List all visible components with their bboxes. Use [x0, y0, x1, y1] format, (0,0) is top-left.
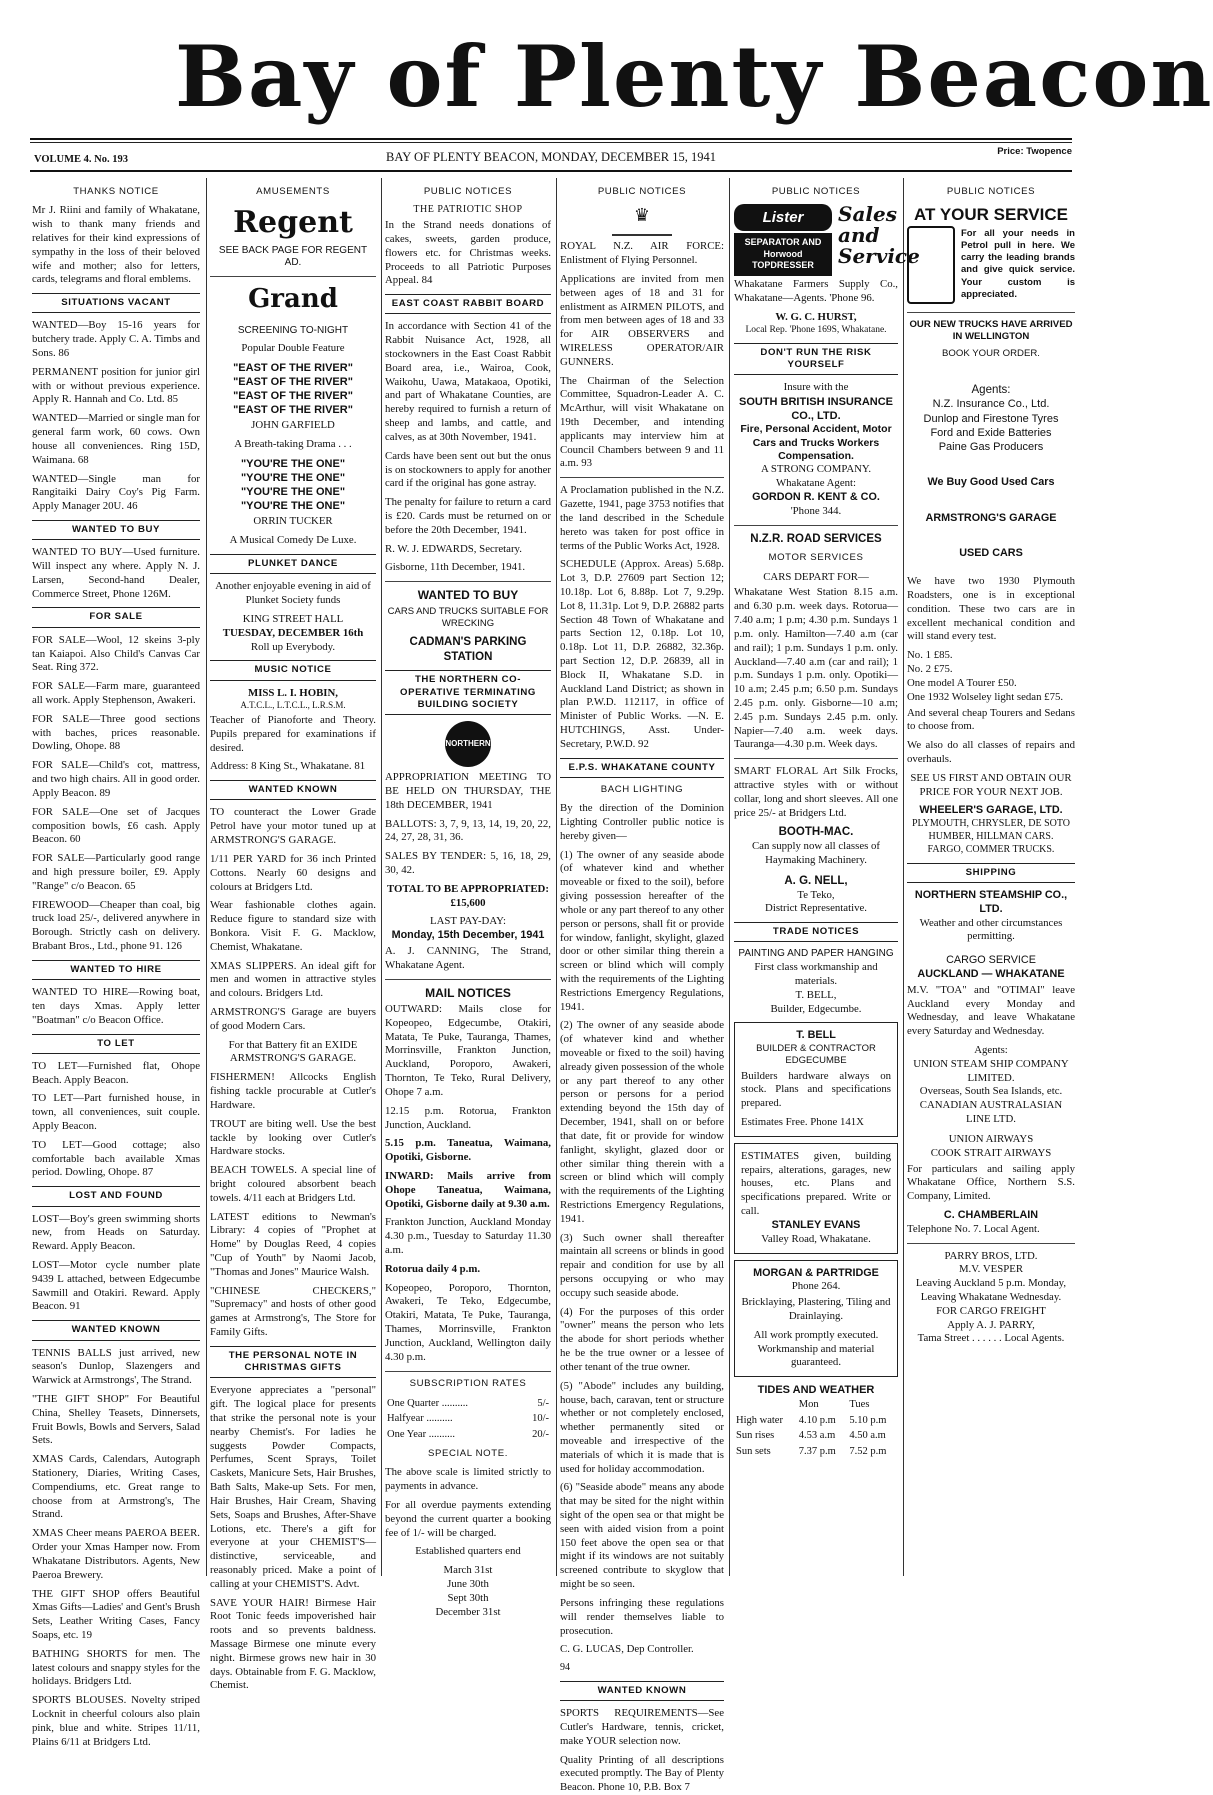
evans-address: Valley Road, Whakatane. — [761, 1232, 871, 1245]
canadian: CANADIAN AUSTRALASIAN LINE LTD. — [919, 1099, 1063, 1126]
film-title: "YOU'RE THE ONE" — [240, 472, 346, 485]
thanks-notice: Mr J. Riini and family of Whakatane, wish to thank many friends and relatives for their kind expressions of sympathy in the loss of their beloved wife and mother; also for letters, cards, telegrams and floral emblems. — [32, 204, 200, 286]
raf-text: The Chairman of the Selection Committee, Squadron-Leader A. C. McArthur, will visit Whakatane on 19th December, and intending applicants may interview him at Council Chambers between 9 and 11 a.m. 93 — [560, 374, 724, 470]
mail-heading: MAIL NOTICES — [425, 985, 511, 1000]
masthead-title: Bay of Plenty Beacon — [175, 27, 1213, 126]
quarter-end: December 31st — [435, 1605, 501, 1618]
section-heading: PLUNKET DANCE — [210, 554, 376, 574]
sub-price: 5/- — [537, 1397, 549, 1409]
table-row — [734, 1444, 898, 1459]
listing: PERMANENT position for junior girl with or without previous experience. Apply R. Hannah and Co. Ltd. 85 — [32, 365, 200, 406]
quarter-end: Sept 30th — [447, 1591, 489, 1604]
tide-value: 4.53 a.m — [798, 1430, 836, 1442]
booth-text: Can supply now all classes of Haymaking Machinery. — [751, 840, 881, 866]
mail-text: INWARD: Mails arrive from Ohope Taneatua, Waimana, Opotiki, Gisborne daily at 9.30 a.m. — [385, 1169, 551, 1210]
divider — [734, 525, 898, 526]
motor-heading: MOTOR SERVICES — [768, 552, 864, 564]
listing: XMAS Cheer means PAEROA BEER. Order your Xmas Hamper now. From Whakatane Distributors. Agents, New Paeroa Brewery. — [32, 1527, 200, 1581]
masthead-rule — [30, 138, 1072, 140]
divider — [210, 276, 376, 277]
price-line: No. 2 £75. — [907, 663, 953, 676]
book-order: BOOK YOUR ORDER. — [942, 348, 1040, 360]
listing: TO LET—Furnished flat, Ohope Beach. Apply Beacon. — [32, 1059, 200, 1086]
quarter-end: March 31st — [443, 1564, 493, 1577]
price-line: One 1932 Wolseley light sedan £75. — [907, 690, 1064, 703]
agents-label: Agents: — [974, 1044, 1008, 1056]
mail-text: Kopeopeo, Poroporo, Thornton, Awakeri, Te Teko, Edgecumbe, Otakiri, Matata, Te Puke, Tauranga, Thames, Morrinsville, Frankton Junction, Auckland, Wellington daily 4.30 p.m. — [385, 1281, 551, 1363]
listing: LOST—Motor cycle number plate 9439 L attached, between Edgecumbe Sawmill and Otakiri. Reward. Apply Beacon. 91 — [32, 1258, 200, 1313]
wanted-text: CARS AND TRUCKS SUITABLE FOR WRECKING — [387, 605, 549, 629]
listing: TO LET—Good cottage; also comfortable bach available Xmas period. Dowling, Ohope. 87 — [32, 1138, 200, 1179]
music-text: Teacher of Pianoforte and Theory. Pupils prepared for examinations if desired. — [210, 713, 376, 754]
sub-period: One Quarter .......... — [387, 1397, 469, 1409]
cargo-service: CARGO SERVICE — [946, 954, 1036, 967]
vesper-name: M.V. VESPER — [958, 1263, 1024, 1276]
divider — [560, 477, 724, 478]
raf-text: Applications are invited from men between ages of 18 and 31 for enlistment as AIRMEN PILOTS, and from men between ages of 18 and 33 for AIR OBSERVERS and WIRELESS OPERATOR/AIR GUNNERS. — [560, 272, 724, 368]
separator-name: SEPARATOR AND Horwood TOPDRESSER — [734, 233, 832, 276]
tides-heading: TIDES AND WEATHER — [757, 1384, 875, 1397]
agency: Paine Gas Producers — [938, 440, 1044, 453]
bell-role: BUILDER & CONTRACTOR EDGECUMBE — [756, 1043, 876, 1067]
wheeler-name: WHEELER'S GARAGE, LTD. — [919, 804, 1063, 817]
airways: COOK STRAIT AIRWAYS — [930, 1146, 1052, 1159]
tides-col: Mon — [798, 1399, 819, 1411]
overseas: Overseas, South Sea Islands, etc. — [919, 1085, 1063, 1098]
section-heading: FOR SALE — [32, 607, 200, 627]
sub-period: Halfyear .......... — [387, 1413, 453, 1425]
mail-text: Rotorua daily 4 p.m. — [385, 1262, 481, 1275]
listing: SPORTS BLOUSES. Novelty striped Locknit in cheerful colours also plain pink, blue and white. Stripes 11/11, Plains 6/11 at Bridgers Ltd. — [32, 1694, 200, 1748]
agent-label: Whakatane Agent: — [775, 477, 857, 490]
evans-text: ESTIMATES given, building repairs, alterations, garages, new houses, etc. Plans and specifications prepared. Write or call. — [741, 1149, 891, 1218]
insurer-name: SOUTH BRITISH INSURANCE CO., LTD. — [738, 395, 893, 423]
section-heading: SITUATIONS VACANT — [32, 293, 200, 313]
listing: Wear fashionable clothes again. Reduce figure to standard size with Bonkora. Visit F. G. Macklow, Chemist, Whakatane. — [210, 899, 376, 953]
tide-label: Sun rises — [736, 1430, 775, 1442]
rabbit-signature: R. W. J. EDWARDS, Secretary. — [385, 542, 522, 555]
notice-heading: EAST COAST RABBIT BOARD — [385, 294, 551, 314]
risk-heading: DON'T RUN THE RISK YOURSELF — [734, 343, 898, 376]
trucks-arrived: OUR NEW TRUCKS HAVE ARRIVED IN WELLINGTON — [909, 318, 1073, 343]
film-title: "YOU'RE THE ONE" — [240, 458, 346, 471]
bach-text: (6) "Seaside abode" means any abode that may be sited for the night within sight of the open sea or that might be seen with aided vision from a point 150 feet above the open sea or that might if its windows are not suitably screened contribute to skyglow that might be so seen. — [560, 1481, 724, 1591]
listing: FOR SALE—Farm mare, guaranteed all work. Apply Stephenson, Awakeri. — [32, 680, 200, 706]
parry-name: PARRY BROS, LTD. — [944, 1249, 1038, 1262]
mail-text: Frankton Junction, Auckland Monday 4.30 p.m., Tuesday to Saturday 11.30 a.m. — [385, 1216, 551, 1257]
agency: Dunlop and Firestone Tyres — [923, 412, 1059, 425]
rabbit-text: Cards have been sent out but the onus is on stockowners to apply for another card if the original has gone astray. — [385, 449, 551, 490]
listing: TENNIS BALLS just arrived, new season's Dunlop, Slazengers and Warwick at Armstrongs', The Strand. — [32, 1346, 200, 1387]
proclamation: A Proclamation published in the N.Z. Gazette, 1941, page 3753 notifies that the land described in the Schedule hereto was taken for post office in terms of the Public Works Act, 1928. — [560, 484, 725, 552]
listing: WANTED—Boy 15-16 years for butchery trade. Apply C. A. Timbs and Sons. 86 — [32, 319, 200, 360]
tide-value: 4.10 p.m — [798, 1414, 836, 1426]
crest-icon: ♛ — [612, 204, 672, 236]
table-row — [385, 1396, 551, 1411]
quarter-end: June 30th — [447, 1578, 489, 1591]
screening: SCREENING TO-NIGHT — [237, 324, 349, 336]
film-genre: A Musical Comedy De Luxe. — [229, 534, 357, 547]
toa-text: M.V. "TOA" and "OTIMAI" leave Auckland every Monday and Wednesday, and leave Whakatane every Saturday and Wednesday. — [907, 983, 1075, 1038]
ballots: BALLOTS: 3, 7, 9, 13, 14, 19, 20, 22, 24, 27, 28, 31, 36. — [385, 817, 551, 844]
vesper-times: Leaving Auckland 5 p.m. Monday, Leaving Whakatane Wednesday. — [915, 1277, 1067, 1303]
petrol-pump-icon — [907, 226, 955, 304]
film-star: ORRIN TUCKER — [253, 515, 333, 528]
see-us: SEE US FIRST AND OBTAIN OUR PRICE FOR YOUR NEXT JOB. — [910, 771, 1072, 798]
column-amusements — [210, 180, 376, 1692]
particulars: For particulars and sailing apply Whakatane Office, Northern S.S. Company, Limited. — [907, 1162, 1075, 1203]
insure-text: Insure with the — [783, 381, 849, 394]
listing: WANTED TO BUY—Used furniture. Will inspect any where. Apply N. J. Larsen, Second-hand Dealer, Commerce Street, Phone 126M. — [32, 546, 200, 600]
divider — [385, 581, 551, 582]
raf-heading: ROYAL N.Z. AIR FORCE: Enlistment of Flying Personnel. — [560, 240, 724, 267]
column-public-notices-2 — [560, 180, 725, 1794]
listing: Everyone appreciates a "personal" gift. The logical place for presents that strike the personal note is your nearby Chemist's. For ladies he suggests Powder Compacts, Perfumes, Scent Sprays, Toilet Caskets, Manicure Sets, Hair Brushes, Bath Salts, Make-up Sets. For men, Hair Brushes, Hair Cream, Shaving Sets, Soaps and Brushes, After-Shave Lotions, etc. There's a gift for everyone at your CHEMIST'S—distinctive, serviceable, and reasonably priced. Make a point of calling at your CHEMIST'S. Advt. — [210, 1384, 376, 1590]
morgan-phone: Phone 264. — [791, 1280, 841, 1293]
listing: BATHING SHORTS for men. The latest colours and snappy styles for the holidays. Bridgers Ltd. — [32, 1647, 200, 1688]
listing: THE GIFT SHOP offers Beautiful Xmas Gifts—Ladies' and Gent's Brush Sets, Leather Writing Cases, Fancy Soaps, etc. 19 — [32, 1587, 200, 1641]
sub-price: 10/- — [532, 1413, 549, 1425]
section-heading: LOST AND FOUND — [32, 1186, 200, 1206]
lister-name: Lister — [734, 204, 832, 231]
usc-name: UNION STEAM SHIP COMPANY LIMITED. — [913, 1057, 1069, 1084]
agency: N.Z. Insurance Co., Ltd. — [932, 398, 1050, 411]
section-heading: PUBLIC NOTICES — [597, 186, 687, 197]
listing: For that Battery fit an EXIDE ARMSTRONG'S GARAGE. — [228, 1038, 358, 1065]
plunket-roll: Roll up Everybody. — [250, 640, 336, 653]
special-text: The above scale is limited strictly to payments in advance. — [385, 1466, 551, 1493]
column-divider — [556, 178, 557, 1576]
bach-text: (4) For the purposes of this order "owner" means the person who lets the abode for short periods whether he be the true owner or a lessee of other tenant of the true owner. — [560, 1305, 724, 1373]
music-teacher: MISS L. I. HOBIN, — [248, 686, 338, 699]
sub-period: One Year .......... — [387, 1428, 455, 1440]
morgan-text: Bricklaying, Plastering, Tiling and Drainlaying. — [741, 1296, 891, 1322]
nsc-weather: Weather and other circumstances permitting. — [919, 916, 1063, 943]
listing: BEACH TOWELS. A special line of bright coloured absorbent beach towels. 4/11 each at Bridgers Ltd. — [210, 1164, 376, 1204]
listing: ARMSTRONG'S Garage are buyers of good Modern Cars. — [210, 1006, 376, 1032]
film-title: "EAST OF THE RIVER" — [233, 376, 353, 389]
eps-heading: E.P.S. WHAKATANE COUNTY — [560, 758, 724, 778]
mail-text: OUTWARD: Mails close for Kopeopeo, Edgecumbe, Otakiri, Matata, Te Puke, Tauranga, Thames, Morrinsville, Frankton Junction, Auckland, Poroporo, Awakeri, Thornton, Te Teko, Rural Delivery, Ohope 7 a.m. — [385, 1003, 551, 1098]
last-payday: LAST PAY-DAY: — [430, 915, 506, 928]
floral-frocks: SMART FLORAL Art Silk Frocks, attractive styles with or without collar, long and short sleeves. All one price 25/- at Bridgers Ltd. — [734, 765, 898, 819]
section-heading: THE PERSONAL NOTE IN CHRISTMAS GIFTS — [210, 1346, 376, 1379]
cheap-cars: And several cheap Tourers and Sedans to choose from. — [907, 706, 1075, 733]
plunket-date: TUESDAY, DECEMBER 16th — [222, 626, 364, 639]
subscription-table — [385, 1396, 551, 1442]
listing: FISHERMEN! Allcocks English fishing tackle procurable at Cutler's Hardware. — [210, 1071, 376, 1111]
used-cars-heading: USED CARS — [959, 547, 1023, 560]
sales-service-title: Sales and Service — [838, 202, 920, 269]
bach-text: (3) Such owner shall thereafter maintain all screens or blinds in good repair and condition for use by all persons occupying or who may occupy such seaside abode. — [560, 1231, 724, 1299]
bach-text: By the direction of the Dominion Lighting Controller public notice is hereby given— — [560, 802, 724, 842]
section-heading: PUBLIC NOTICES — [423, 186, 513, 197]
table-row — [734, 1397, 898, 1412]
listing: WANTED—Single man for Rangitaiki Dairy Coy's Pig Farm. Apply Manager 20U. 46 — [32, 472, 200, 513]
used-cars-text: We have two 1930 Plymouth Roadsters, one is in exceptional condition. These two cars are in excellent mechanical condition and will stand every test. — [907, 575, 1075, 643]
rabbit-text: The penalty for failure to return a card is £20. Cards must be returned on or before the 20th December, 1941. — [385, 496, 551, 536]
nell-name: A. G. NELL, — [784, 874, 848, 887]
listing: "CHINESE CHECKERS," "Supremacy" and hosts of other good games at Armstrong's, The Store for Family Gifts. — [210, 1284, 376, 1339]
tides-col: Tues — [849, 1399, 870, 1411]
wheeler-makes: PLYMOUTH, CHRYSLER, DE SOTO HUMBER, HILLMAN CARS. — [912, 818, 1070, 843]
farmers-agents: Whakatane Farmers Supply Co., Whakatane—Agents. 'Phone 96. — [734, 278, 898, 304]
armstrong-garage: ARMSTRONG'S GARAGE — [925, 511, 1057, 524]
agent: A. J. CANNING, The Strand, Whakatane Agent. — [385, 945, 551, 971]
listing: FOR SALE—Child's cot, mattress, and two high chairs. All in good order. Apply Beacon. 89 — [32, 759, 200, 799]
quarters-heading: Established quarters end — [415, 1545, 521, 1558]
listing: XMAS Cards, Calendars, Autograph Stationery, Diaries, Writing Cases, Compendiums, etc. Great range to choose from at Armstrong's, The Strand. — [32, 1453, 200, 1521]
trade-heading: TRADE NOTICES — [734, 922, 898, 942]
mail-text: 5.15 p.m. Taneatua, Waimana, Opotiki, Gisborne. — [385, 1137, 551, 1164]
listing: TO counteract the Lower Grade Petrol have your motor tuned up at ARMSTRONG'S GARAGE. — [210, 806, 376, 847]
dateline-rule — [30, 170, 1072, 172]
section-heading: THANKS NOTICE — [73, 186, 159, 197]
repairs: We also do all classes of repairs and overhauls. — [907, 739, 1075, 765]
service-title: AT YOUR SERVICE — [914, 205, 1068, 225]
listing: FOR SALE—Particularly good range and high pressure boiler, £9. Apply "Range" c/o Beacon. 65 — [32, 852, 200, 892]
nell-place: Te Teko, — [797, 888, 835, 901]
evans-name: STANLEY EVANS — [771, 1218, 861, 1231]
music-qualifications: A.T.C.L., L.T.C.L., L.R.S.M. — [240, 700, 346, 711]
patriotic-text: In the Strand needs donations of cakes, sweets, garden produce, flowers etc. for Christmas weeks. Proceeds to all Patriotic Purposes Appeal. 84 — [385, 219, 551, 287]
regent-note: SEE BACK PAGE FOR REGENT AD. — [218, 244, 368, 269]
listing: XMAS SLIPPERS. An ideal gift for men and women in attractive styles and colours. Bridgers Ltd. — [210, 959, 376, 1000]
divider — [907, 1243, 1075, 1244]
plunket-text: Another enjoyable evening in aid of Plunket Society funds — [215, 580, 371, 607]
listing: SPORTS REQUIREMENTS—See Cutler's Hardware, tennis, cricket, make YOUR selection now. — [560, 1707, 724, 1747]
divider — [385, 979, 551, 980]
bach-text: (1) The owner of any seaside abode (of whatever kind and whether moveable or fixed to the soil), before giving possession hereafter of the whole or any part thereof to any other person or persons, shall fit or provide for window, fanlight, skylight, glazed door or other similar thing therein a screen or blind which will comply with the requirements of the Lighting Restrictions Emergency Regulations, 1941. — [560, 848, 724, 1013]
lister-logo — [734, 204, 832, 276]
bach-text: (5) "Abode" includes any building, house, bach, caravan, tent or structure whether or not completely enclosed, whether permanently sited or moveable and irrespective of the materials of which it is made that is used for holiday accommodation. — [560, 1379, 724, 1475]
mail-text: 12.15 p.m. Rotorua, Frankton Junction, Auckland. — [385, 1104, 551, 1131]
insurance-types: Fire, Personal Accident, Motor Cars and Trucks Workers Compensation. — [740, 423, 892, 462]
column-classifieds — [32, 180, 200, 1748]
agent-name: GORDON R. KENT & CO. — [752, 491, 880, 504]
route-times: Whakatane West Station 8.15 a.m. and 6.30 p.m. week days. Rotorua—7.40 a.m; 1 p.m; 4.30 p.m. Sundays 1 p.m. only. Hamilton—7.40 a.m (car and rail); 1 p.m. Sundays 1 p.m. only. Auckland—7.40 a.m (car and rail); 1 p.m. Sundays 1 p.m. only. Opotiki—10 a.m; 2.45 p.m; 6.50 p.m. Sundays 2.45 p.m. only. Gisborne—10 a.m; 2.45 p.m. Sundays 2.45 p.m. only. Napier—7.40 a.m. week days. Tauranga—4.30 p.m. Week days. — [734, 586, 898, 751]
agents-label: Agents: — [971, 383, 1011, 396]
table-row — [385, 1411, 551, 1426]
special-heading: SPECIAL NOTE. — [428, 1448, 508, 1460]
wheeler-trucks: FARGO, COMMER TRUCKS. — [927, 843, 1055, 855]
film-genre: A Breath-taking Drama . . . — [234, 438, 352, 451]
popular-feature: Popular Double Feature — [241, 342, 345, 355]
notice-heading: THE PATRIOTIC SHOP — [413, 204, 523, 216]
column-public-notices-1 — [385, 180, 551, 1618]
section-heading: WANTED KNOWN — [32, 1320, 200, 1340]
service-text: For all your needs in Petrol pull in here. We carry the leading brands and give quick service. Your custom is appreciated. — [961, 228, 1075, 300]
table-row — [734, 1413, 898, 1428]
agent-phone: 'Phone 344. — [790, 504, 842, 517]
painting-place: Builder, Edgecumbe. — [770, 1002, 862, 1015]
painting-heading: PAINTING AND PAPER HANGING — [738, 948, 894, 960]
regent-title: Regent — [233, 205, 353, 241]
cars-depart: CARS DEPART FOR— — [763, 570, 869, 583]
section-heading: PUBLIC NOTICES — [771, 186, 861, 197]
column-public-notices-3 — [734, 180, 920, 1575]
lister-advert — [734, 202, 920, 276]
listing: 1/11 PER YARD for 36 inch Printed Cottons. Nearly 60 designs and colours at Bridgers Ltd. — [210, 852, 376, 893]
northern-logo-icon: NORTHERN — [445, 721, 491, 767]
section-heading: WANTED KNOWN — [560, 1681, 724, 1701]
booth-heading: BOOTH-MAC. — [778, 826, 854, 839]
total: TOTAL TO BE APPROPRIATED: £15,600 — [387, 882, 549, 909]
special-text: For all overdue payments extending beyond the current quarter a booking fee of 1/- will be charged. — [385, 1499, 551, 1539]
film-title: "YOU'RE THE ONE" — [240, 486, 346, 499]
bach-text: Persons infringing these regulations will render themselves liable to prosecution. — [560, 1596, 724, 1637]
listing: WANTED TO HIRE—Rowing boat, ten days Xmas. Apply letter "Boatman" c/o Beacon Office. — [32, 986, 200, 1026]
section-heading: WANTED TO HIRE — [32, 960, 200, 980]
section-heading: WANTED TO BUY — [32, 520, 200, 540]
wanted-heading: WANTED TO BUY — [417, 588, 519, 603]
price-line: One model A Tourer £50. — [907, 676, 1017, 689]
rabbit-text: In accordance with Section 41 of the Rabbit Nuisance Act, 1928, all stockowners in the East Coast Rabbit Board area, i.e., Wairoa, Cook, Waikohu, Uawa, Matakaoa, Opotiki, and part of Whakatane Counties, are hereby required to furnish a return of sheep and lambs, and cattle, and calves, as at 30th November, 1941. — [385, 320, 551, 443]
last-payday-date: Monday, 15th December, 1941 — [391, 929, 545, 942]
bell-name: T. BELL — [796, 1029, 836, 1042]
parry-apply: Apply A. J. PARRY, — [947, 1318, 1035, 1331]
section-heading: MUSIC NOTICE — [210, 660, 376, 680]
morgan-guarantee: All work promptly executed. Workmanship and material guaranteed. — [753, 1328, 879, 1369]
divider — [734, 758, 898, 759]
listing: FOR SALE—Three good sections with baches, prices reasonable. Dowling, Ohope. 88 — [32, 712, 200, 753]
divider — [385, 1371, 551, 1372]
parry-address: Tama Street . . . . . . Local Agents. — [917, 1332, 1065, 1345]
rabbit-date: Gisborne, 11th December, 1941. — [385, 561, 526, 574]
column-divider — [729, 178, 730, 1576]
listing: TROUT are biting well. Use the best tackle by looking over Cutler's Hardware stocks. — [210, 1117, 376, 1158]
nsc-name: NORTHERN STEAMSHIP CO., LTD. — [914, 888, 1068, 915]
bell-advert — [734, 1022, 898, 1136]
notice-number: 94 — [560, 1662, 570, 1674]
section-heading: PUBLIC NOTICES — [946, 186, 1036, 197]
listing: FIREWOOD—Cheaper than coal, big truck load 25/-, delivered anywhere in Borough. Strictly cash on delivery. Brabant Bros., Ltd., phone 91. 126 — [32, 898, 200, 952]
film-title: "EAST OF THE RIVER" — [233, 404, 353, 417]
listing: "THE GIFT SHOP" For Beautiful China, Shelley Teasets, Dinnersets, Fruit Bowls, Bowls and Servers, Salad Sets. — [32, 1392, 200, 1447]
bell-text: Builders hardware always on stock. Plans and specifications prepared. — [741, 1069, 891, 1110]
column-public-notices-4 — [907, 180, 1075, 1575]
listing: FOR SALE—One set of Jacques composition bowls, £6 cash. Apply Beacon. 60 — [32, 805, 200, 846]
music-address: Address: 8 King St., Whakatane. 81 — [210, 760, 366, 773]
painting-name: T. BELL, — [795, 988, 837, 1001]
listing: SAVE YOUR HAIR! Birmese Hair Root Tonic feeds impoverished hair roots and so prevents baldness. Massage Birmese one minute every night. Birmese grows new hair in 30 days. Obtainable from F. G. Macklow, Chemist. — [210, 1596, 376, 1692]
grand-title: Grand — [248, 284, 338, 315]
plunket-venue: KING STREET HALL — [242, 612, 344, 625]
bach-text: (2) The owner of any seaside abode (of whatever kind and whether moveable or fixed to the soil) having already given possession of the whole or any part thereof to any other person or persons for a period extending beyond the 15th day of December, 1941, shall on or before that date, fit or provide for window fanlight, skylight, glazed door or other similar thing therein with a screen or blind which will comply with the requirements of the Lighting Restrictions Emergency Regulations, 1941. — [560, 1019, 725, 1225]
evans-advert — [734, 1143, 898, 1254]
table-row — [734, 1428, 898, 1443]
airways: UNION AIRWAYS — [948, 1132, 1034, 1145]
listing: LATEST editions to Newman's Library: 4 copies of "Prophet at Home" by Douglas Reed, 4 copies "Cup of Youth" by Naomi Jacob, "Thomas and Jones" Maurice Walsh. — [210, 1210, 376, 1278]
issue-date: BAY OF PLENTY BEACON, MONDAY, DECEMBER 15, 1941 — [386, 150, 716, 164]
film-title: "EAST OF THE RIVER" — [233, 362, 353, 375]
tide-value: 5.10 p.m — [849, 1414, 887, 1426]
film-title: "YOU'RE THE ONE" — [240, 500, 346, 513]
tide-label: Sun sets — [736, 1445, 771, 1457]
morgan-advert — [734, 1260, 898, 1378]
schedule: SCHEDULE (Approx. Areas) 5.68p. Lot 3, D.P. 27609 part Section 12; 10.18p. Lot 6, 8.88p. Lot 7, 9.29p. Lot 8, 11.31p. Lot 9, D.P. 26882 parts Section 48 Town of Whakatane and parts Section 12, 0.18p. Lot 10, 0.18p. Lot 11, D.P. 26882, 32.36p. part Section 12, D.P. 26839, all in Block II, Whakatane S.D. in Auckland Land District; as shown in plan P.W.D. 112117, in office of Minister of Public Works. —N. E. HUTCHINGS, Asst. Under-Secretary, P.W.D. 92 — [560, 558, 724, 750]
controller-signature: C. G. LUCAS, Dep Controller. — [560, 1643, 694, 1656]
divider — [907, 312, 1075, 313]
service-advert — [907, 226, 1075, 306]
chamberlain-name: C. CHAMBERLAIN — [943, 1208, 1039, 1221]
tide-value: 4.50 a.m — [849, 1430, 886, 1442]
tide-label: High water — [736, 1414, 783, 1426]
painting-text: First class workmanship and materials. — [754, 961, 878, 988]
listing: TO LET—Part furnished house, in town, all conveniences, suit couple. Apply Beacon. — [32, 1092, 200, 1133]
listing: Quality Printing of all descriptions executed promptly. The Bay of Plenty Beacon. Phone 10, P.B. Box 7 — [560, 1753, 725, 1794]
tide-value: 7.52 p.m — [849, 1445, 887, 1457]
column-divider — [903, 178, 904, 1576]
bach-heading: BACH LIGHTING — [600, 783, 684, 795]
table-row — [385, 1427, 551, 1442]
listing: FOR SALE—Wool, 12 skeins 3-ply tan Kaiapoi. Also Child's Canvas Car Seat. Ring 372. — [32, 633, 200, 674]
cadman-name: CADMAN'S PARKING STATION — [409, 635, 527, 663]
column-divider — [381, 178, 382, 1576]
nell-role: District Representative. — [765, 902, 867, 915]
society-heading: THE NORTHERN CO-OPERATIVE TERMINATING BUILDING SOCIETY — [385, 670, 551, 715]
tide-value: 7.37 p.m — [798, 1445, 836, 1457]
listing: WANTED—Married or single man for general farm work, 60 cows. Own house all conveniences. Ring 15D, Waimana. 68 — [32, 412, 200, 466]
cargo-route: AUCKLAND — WHAKATANE — [917, 967, 1065, 980]
section-heading: TO LET — [32, 1034, 200, 1054]
buy-cars: We Buy Good Used Cars — [927, 475, 1055, 488]
film-star: JOHN GARFIELD — [251, 419, 335, 432]
morgan-name: MORGAN & PARTRIDGE — [753, 1266, 879, 1279]
sub-price: 20/- — [532, 1428, 549, 1440]
section-heading: AMUSEMENTS — [256, 186, 330, 197]
bell-phone: Estimates Free. Phone 141X — [741, 1116, 864, 1129]
film-title: "EAST OF THE RIVER" — [233, 390, 353, 403]
price: Price: Twopence — [997, 146, 1072, 157]
strong-company: A STRONG COMPANY. — [760, 463, 872, 476]
hurst-name: W. G. C. HURST, — [775, 310, 857, 323]
dateline — [30, 146, 1072, 170]
agency: Ford and Exide Batteries — [930, 426, 1052, 439]
price-line: No. 1 £85. — [907, 649, 953, 662]
tides-table — [734, 1397, 898, 1459]
subscription-heading: SUBSCRIPTION RATES — [409, 1377, 527, 1389]
listing: LOST—Boy's green swimming shorts new, from Heads on Saturday. Reward. Apply Beacon. — [32, 1212, 200, 1253]
section-heading: WANTED KNOWN — [210, 780, 376, 800]
hurst-phone: Local Rep. 'Phone 169S, Whakatane. — [745, 325, 887, 336]
column-divider — [206, 178, 207, 1576]
tender: SALES BY TENDER: 5, 16, 18, 29, 30, 42. — [385, 850, 551, 876]
volume-number: VOLUME 4. No. 193 — [34, 154, 128, 165]
shipping-heading: SHIPPING — [907, 863, 1075, 883]
appropriation: APPROPRIATION MEETING TO BE HELD ON THURSDAY, THE 18th DECEMBER, 1941 — [385, 771, 551, 811]
masthead-rule-thin — [30, 142, 1072, 143]
nzr-heading: N.Z.R. ROAD SERVICES — [750, 532, 882, 545]
cargo-freight: FOR CARGO FREIGHT — [936, 1304, 1046, 1317]
chamberlain-phone: Telephone No. 7. Local Agent. — [907, 1222, 1040, 1235]
